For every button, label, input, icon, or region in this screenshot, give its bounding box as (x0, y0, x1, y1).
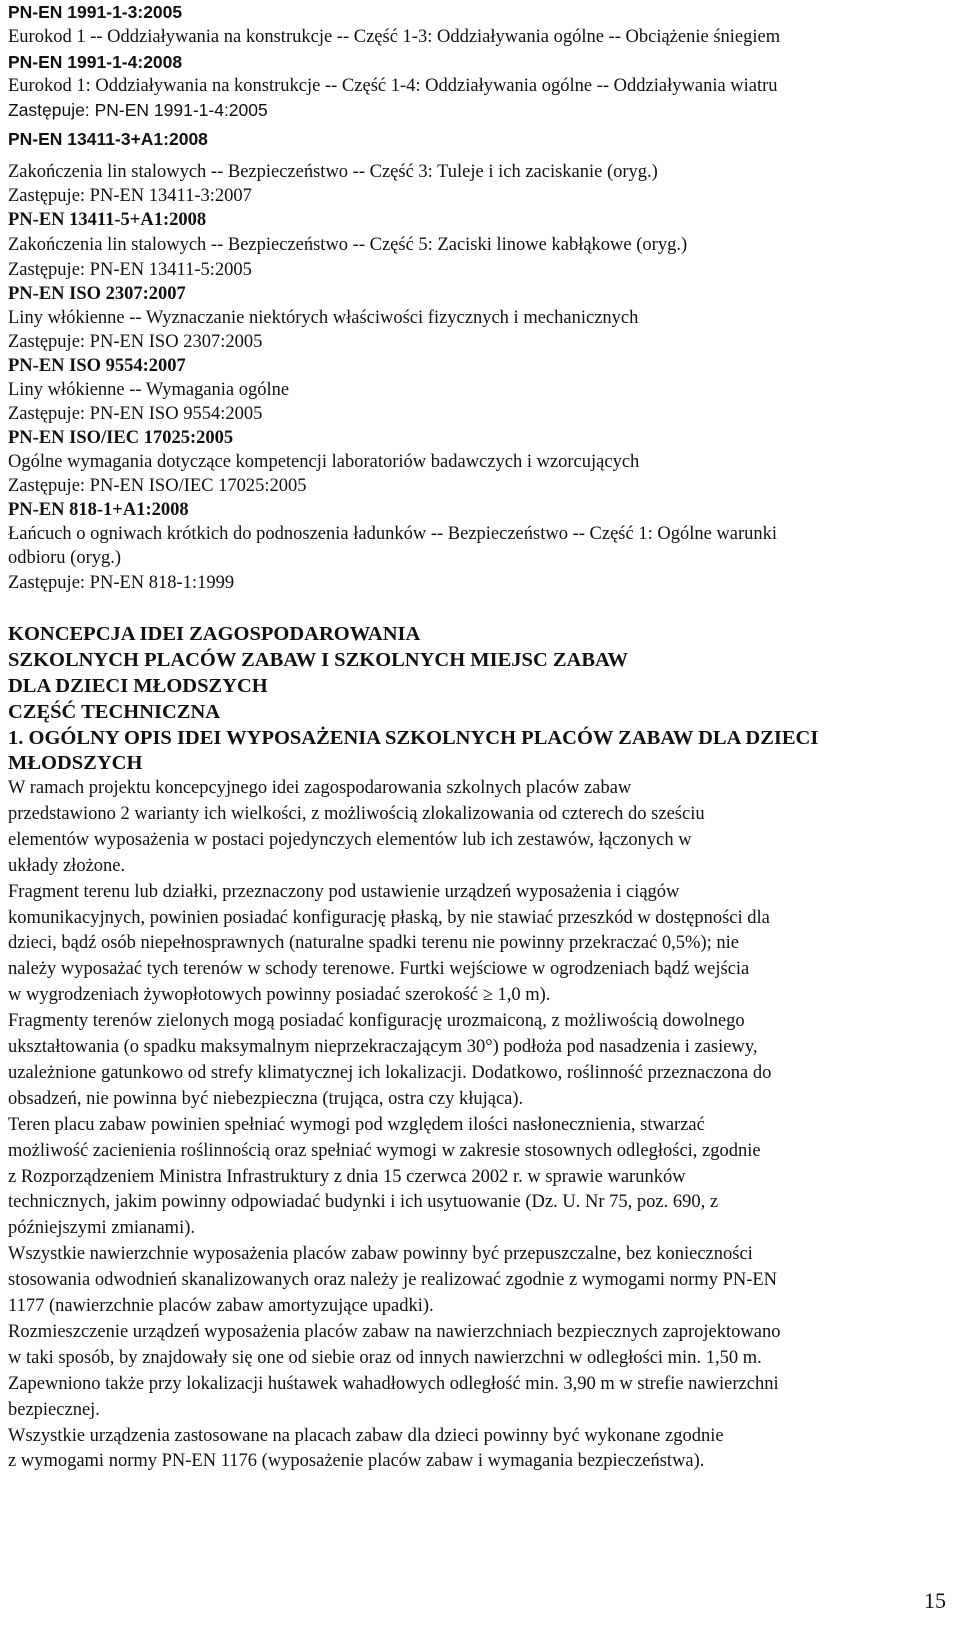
body-line: późniejszymi zmianami). (8, 1218, 195, 1239)
document-heading: KONCEPCJA IDEI ZAGOSPODAROWANIA (8, 623, 421, 645)
standard-title: PN-EN 13411-5+A1:2008 (8, 210, 207, 230)
body-line: należy wyposażać tych terenów w schody terenowe. Furtki wejściowe w ogrodzeniach bądź wejścia (8, 959, 750, 980)
body-line: W ramach projektu koncepcyjnego idei zagospodarowania szkolnych placów zabaw (8, 778, 632, 798)
body-line: 1177 (nawierzchnie placów zabaw amortyzujące upadki). (8, 1296, 434, 1316)
body-line: Fragment terenu lub działki, przeznaczony pod ustawienie urządzeń wyposażenia i ciągów (8, 881, 680, 902)
section-title: 1. OGÓLNY OPIS IDEI WYPOSAŻENIA SZKOLNYCH PLACÓW ZABAW DLA DZIECI (8, 727, 819, 749)
standard-title: PN-EN 13411-3+A1:2008 (8, 129, 208, 149)
body-line: układy złożone. (8, 855, 126, 876)
standard-description: Liny włókienne -- Wymagania ogólne (8, 380, 290, 400)
standard-description: Eurokod 1: Oddziaływania na konstrukcje -- Część 1-4: Oddziaływania ogólne -- Oddziaływania wiatru (8, 76, 778, 96)
body-line: technicznych, jakim powinny odpowiadać budynki i ich usytuowanie (Dz. U. Nr 75, poz. 690, z (8, 1192, 719, 1213)
standard-description: Liny włókienne -- Wyznaczanie niektórych właściwości fizycznych i mechanicznych (8, 308, 639, 328)
body-line: Wszystkie urządzenia zastosowane na placach zabaw dla dzieci powinny być wykonane zgodnie (8, 1425, 724, 1446)
standard-description: Zakończenia lin stalowych -- Bezpieczeństwo -- Część 5: Zaciski linowe kabłąkowe (oryg.) (8, 235, 688, 255)
document-heading: CZĘŚĆ TECHNICZNA (8, 701, 221, 723)
standard-replaces: Zastępuje: PN-EN 13411-5:2005 (8, 260, 252, 280)
standard-description: Zakończenia lin stalowych -- Bezpieczeństwo -- Część 3: Tuleje i ich zaciskanie (oryg.) (8, 162, 658, 182)
body-line: możliwość zacienienia roślinnością oraz spełniać wymogi w zakresie stosownych odległości, zgodnie (8, 1140, 761, 1161)
standard-replaces: Zastępuje: PN-EN 818-1:1999 (8, 573, 235, 593)
body-line: w taki sposób, by znajdowały się one od siebie oraz od innych nawierzchni w odległości min. 1,50 m. (8, 1347, 762, 1368)
body-line: z Rozporządzeniem Ministra Infrastruktury z dnia 15 czerwca 2002 r. w sprawie warunków (8, 1166, 686, 1187)
standard-description: Łańcuch o ogniwach krótkich do podnoszenia ładunków -- Bezpieczeństwo -- Część 1: Ogólne warunki (8, 524, 778, 544)
body-line: Zapewniono także przy lokalizacji huśtawek wahadłowych odległość min. 3,90 m w strefie nawierzchni (8, 1373, 779, 1394)
body-line: przedstawiono 2 warianty ich wielkości, z możliwością zlokalizowania od czterech do sześciu (8, 803, 705, 824)
body-line: z wymogami normy PN-EN 1176 (wyposażenie placów zabaw i wymagania bezpieczeństwa). (8, 1451, 705, 1472)
body-line: elementów wyposażenia w postaci pojedynczych elementów lub ich zestawów, łączonych w (8, 829, 692, 850)
body-line: w wygrodzeniach żywopłotowych powinny posiadać szerokość ≥ 1,0 m). (8, 985, 551, 1006)
body-line: bezpiecznej. (8, 1399, 100, 1420)
body-line: Teren placu zabaw powinien spełniać wymogi pod względem ilości nasłonecznienia, stwarzać (8, 1114, 705, 1135)
standard-title: PN-EN ISO 9554:2007 (8, 356, 186, 376)
standard-title: PN-EN ISO 2307:2007 (8, 284, 186, 304)
section-title: MŁODSZYCH (8, 752, 143, 774)
standard-replaces: Zastępuje: PN-EN ISO 2307:2005 (8, 332, 263, 352)
body-line: obsadzeń, nie powinna być niebezpieczna (trująca, ostra czy kłująca). (8, 1088, 524, 1109)
body-line: uzależnione gatunkowo od strefy klimatycznej ich lokalizacji. Dodatkowo, roślinność przeznaczona do (8, 1062, 772, 1083)
body-line: komunikacyjnych, powinien posiadać konfigurację płaską, by nie stawiać przeszkód w dostępności dla (8, 907, 770, 928)
body-line: dzieci, bądź osób niepełnosprawnych (naturalne spadki terenu nie powinny przekraczać 0,5%); nie (8, 933, 739, 954)
standard-title: PN-EN 1991-1-3:2005 (8, 2, 183, 22)
body-line: stosowania odwodnień skanalizowanych oraz należy je realizować zgodnie z wymogami normy PN-EN (8, 1270, 778, 1291)
body-line: Wszystkie nawierzchnie wyposażenia placów zabaw powinny być przepuszczalne, bez konieczności (8, 1244, 753, 1265)
standard-description: Eurokod 1 -- Oddziaływania na konstrukcje -- Część 1-3: Oddziaływania ogólne -- Obciążenie śniegiem (8, 27, 781, 47)
standard-title: PN-EN ISO/IEC 17025:2005 (8, 428, 234, 448)
standard-description: odbioru (oryg.) (8, 548, 122, 568)
standard-replaces: Zastępuje: PN-EN 13411-3:2007 (8, 186, 252, 206)
body-line: Fragmenty terenów zielonych mogą posiadać konfigurację urozmaiconą, z możliwością dowolnego (8, 1011, 745, 1032)
page-number: 15 (924, 1588, 946, 1613)
standard-replaces: Zastępuje: PN-EN 1991-1-4:2005 (8, 100, 268, 120)
document-heading: SZKOLNYCH PLACÓW ZABAW I SZKOLNYCH MIEJSC ZABAW (8, 649, 629, 671)
body-line: Rozmieszczenie urządzeń wyposażenia placów zabaw na nawierzchniach bezpiecznych zaprojektowano (8, 1321, 781, 1342)
standard-replaces: Zastępuje: PN-EN ISO/IEC 17025:2005 (8, 476, 307, 496)
document-heading: DLA DZIECI MŁODSZYCH (8, 675, 268, 697)
standard-title: PN-EN 818-1+A1:2008 (8, 500, 189, 520)
standard-title: PN-EN 1991-1-4:2008 (8, 52, 183, 72)
standard-replaces: Zastępuje: PN-EN ISO 9554:2005 (8, 404, 263, 424)
standard-description: Ogólne wymagania dotyczące kompetencji laboratoriów badawczych i wzorcujących (8, 452, 640, 472)
body-line: ukształtowania (o spadku maksymalnym nieprzekraczającym 30°) podłoża pod nasadzenia i zasiewy, (8, 1037, 758, 1057)
